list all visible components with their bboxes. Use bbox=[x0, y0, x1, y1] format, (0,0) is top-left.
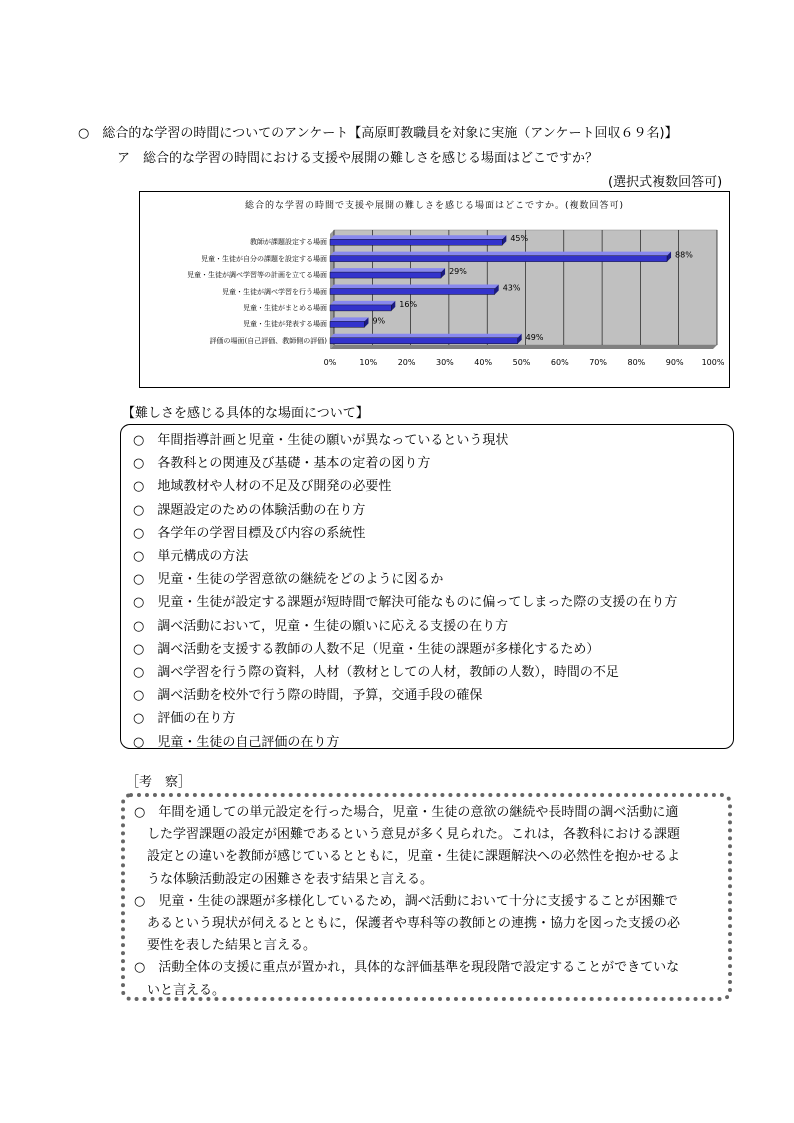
category-label: 児童・生徒が調べ学習等の計画を立てる場面 bbox=[187, 271, 327, 280]
discussion-line: ○ 活動全体の支援に重点が置かれ，具体的な評価基準を現段階で設定することができていな bbox=[134, 960, 680, 976]
list-item: ○ 各教科との関連及び基礎・基本の定着の図り方 bbox=[133, 456, 431, 472]
list-item: ○ 児童・生徒の自己評価の在り方 bbox=[133, 734, 340, 750]
bar-top bbox=[330, 268, 445, 272]
discussion-line: した学習課題の設定が困難であるという意見が多く見られた。これは，各教科における課題 bbox=[134, 827, 681, 843]
discussion-heading: ［考 察］ bbox=[126, 775, 192, 790]
category-label: 児童・生徒が自分の課題を設定する場面 bbox=[201, 254, 327, 263]
list-item: ○ 調べ活動を校外で行う際の時間，予算，交通手段の確保 bbox=[133, 688, 483, 704]
plot-floor bbox=[330, 345, 717, 349]
x-tick-label: 80% bbox=[627, 358, 646, 367]
list-item: ○ 地域教材や人材の不足及び開発の必要性 bbox=[133, 479, 392, 495]
discussion-line: いと言える。 bbox=[134, 982, 226, 998]
bar bbox=[330, 256, 667, 262]
data-label: 16% bbox=[399, 299, 418, 309]
discussion-box bbox=[121, 793, 732, 1001]
x-tick-label: 100% bbox=[701, 358, 725, 367]
category-label: 児童・生徒が発表する場面 bbox=[243, 320, 327, 329]
data-label: 88% bbox=[675, 250, 693, 260]
list-item: ○ 評価の在り方 bbox=[133, 711, 236, 727]
answer-format-note: (選択式複数回答可) bbox=[608, 175, 723, 190]
list-item: ○ 年間指導計画と児童・生徒の願いが異なっているという現状 bbox=[133, 433, 509, 448]
category-label: 教師が課題設定する場面 bbox=[250, 238, 327, 247]
bar-top bbox=[330, 285, 499, 289]
x-tick-label: 50% bbox=[512, 358, 531, 367]
category-label: 児童・生徒が調べ学習を行う場面 bbox=[222, 287, 327, 296]
data-label: 45% bbox=[510, 234, 529, 244]
scenes-list bbox=[120, 424, 734, 749]
list-item: ○ 児童・生徒が設定する課題が短時間で解決可能なものに偏ってしまった際の支援の在り方 bbox=[133, 595, 678, 611]
x-tick-label: 60% bbox=[550, 358, 569, 367]
bar-top bbox=[330, 317, 368, 321]
bar bbox=[330, 338, 518, 344]
list-item: ○ 単元構成の方法 bbox=[133, 549, 249, 564]
bar-top bbox=[330, 334, 522, 338]
data-label: 29% bbox=[449, 267, 467, 277]
x-tick-label: 90% bbox=[665, 358, 684, 367]
x-tick-label: 70% bbox=[589, 358, 607, 367]
scenes-heading: 【難しさを感じる具体的な場面について】 bbox=[122, 406, 369, 421]
question-text: ア 総合的な学習の時間における支援や展開の難しさを感じる場面はどこですか？ bbox=[117, 151, 599, 166]
x-tick-label: 0% bbox=[323, 358, 337, 367]
bar bbox=[330, 321, 364, 327]
x-tick-label: 10% bbox=[359, 358, 378, 367]
bar-top bbox=[330, 235, 506, 239]
bar bbox=[330, 272, 441, 278]
bar bbox=[330, 289, 495, 295]
list-item: ○ 調べ活動において，児童・生徒の願いに応える支援の在り方 bbox=[133, 618, 509, 634]
discussion-line: 要性を表した結果と言える。 bbox=[134, 938, 317, 954]
discussion-line: ○ 年間を通しての単元設定を行った場合，児童・生徒の意欲の継続や長時間の調べ活動に適 bbox=[134, 805, 679, 820]
x-tick-label: 30% bbox=[436, 358, 454, 367]
list-item: ○ 調べ活動を支援する教師の人数不足（児童・生徒の課題が多様化するため） bbox=[133, 641, 600, 657]
list-item: ○ 調べ学習を行う際の資料，人材（教材としての人材，教師の人数），時間の不足 bbox=[133, 665, 619, 680]
bar-top bbox=[330, 252, 671, 256]
list-item: ○ 児童・生徒の学習意欲の継続をどのように図るか bbox=[133, 572, 444, 588]
list-item: ○ 課題設定のための体験活動の在り方 bbox=[133, 502, 366, 518]
discussion-line: うな体験活動設定の困難さを表す結果と言える。 bbox=[134, 871, 434, 887]
data-label: 43% bbox=[502, 283, 521, 293]
category-label: 児童・生徒がまとめる場面 bbox=[243, 303, 327, 312]
x-tick-label: 20% bbox=[397, 358, 416, 367]
data-label: 49% bbox=[525, 332, 544, 342]
discussion-line: ○ 児童・生徒の課題が多様化しているため，調べ活動において十分に支援することが困難で bbox=[134, 893, 678, 909]
survey-title: ○ 総合的な学習の時間についてのアンケート【高原町教職員を対象に実施（アンケート回収６９名)】 bbox=[78, 126, 678, 141]
bar-chart bbox=[139, 191, 730, 388]
data-label: 9% bbox=[372, 316, 386, 326]
bar bbox=[330, 239, 502, 245]
x-tick-label: 40% bbox=[474, 358, 493, 367]
bar-top bbox=[330, 301, 395, 305]
discussion-line: 設定との違いを教師が感じているとともに，児童・生徒に課題解決への必然性を抱かせるよ bbox=[134, 849, 681, 865]
discussion-line: あるという現状が伺えるとともに，保護者や専科等の教師との連携・協力を図った支援の必 bbox=[134, 916, 681, 931]
chart-title: 総合的な学習の時間で支援や展開の難しさを感じる場面はどこですか。(複数回答可) bbox=[244, 201, 625, 211]
category-label: 評価の場面(自己評価、教師側の評価) bbox=[209, 336, 327, 345]
list-item: ○ 各学年の学習目標及び内容の系統性 bbox=[133, 525, 366, 541]
bar bbox=[330, 305, 391, 311]
